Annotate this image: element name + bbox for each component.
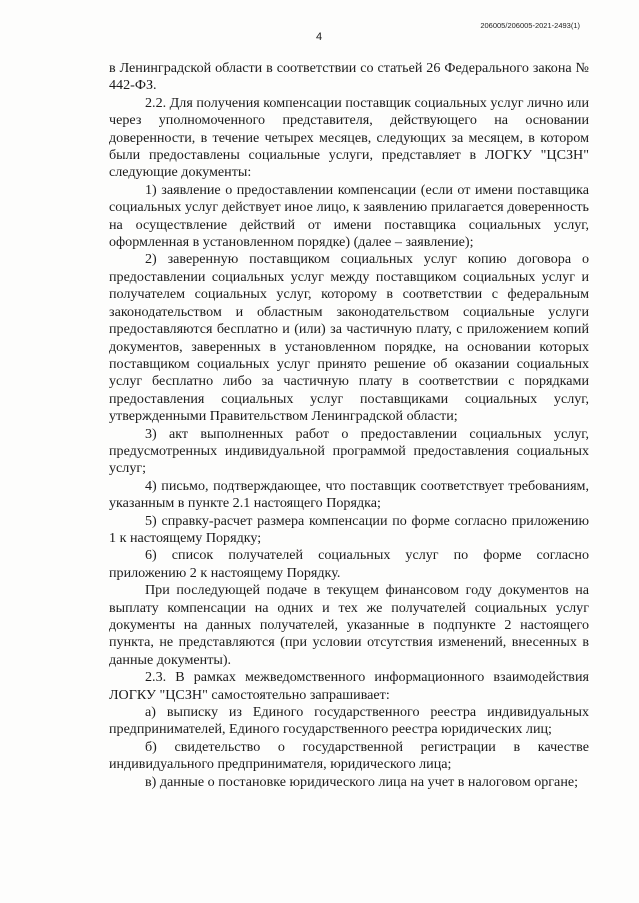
document-id: 206005/206005-2021-2493(1) <box>480 21 580 30</box>
list-item-b-registration-certificate: б) свидетельство о государственной регистрации в качестве индивидуального предпринимателя, юридического лица; <box>109 738 589 773</box>
list-item-5-calculation: 5) справку-расчет размера компенсации по форме согласно приложению 1 к настоящему Порядку; <box>109 512 589 546</box>
paragraph-2-3: 2.3. В рамках межведомственного информационного взаимодействия ЛОГКУ "ЦСЗН" самостоятельно запрашивает: <box>109 669 589 703</box>
list-item-a-registry-extract: а) выписку из Единого государственного реестра индивидуальных предпринимателей, Единого государственного реестра юридических лиц; <box>109 704 589 738</box>
list-item-2-contract-copy: 2) заверенную поставщиком социальных услуг копию договора о предоставлении социальных услуг между поставщиком социальных услуг и получателем социальных услуг, которому в соответствии с федеральным законодательством и областным законодательством социальные услуги предоставляются бесплатно и (или) за частичную плату, с приложением копий документов, заверенных в установленном порядке, на основании которых поставщиком социальных услуг принято решение об оказании социальных услуг бесплатно либо за частичную плату в соответствии с порядками предоставления социальных услуг поставщиками социальных услуг, утвержденными Правительством Ленинградской области; <box>109 251 589 425</box>
paragraph-subsequent-submission: При последующей подаче в текущем финансовом году документов на выплату компенсации на одних и тех же получателей социальных услуг документы на данных получателей, указанные в подпункте 2 настоящего пункта, не представляются (при условии отсутствия изменений, внесенных в данные документы). <box>109 582 589 668</box>
page-number: 4 <box>315 31 323 43</box>
document-body <box>109 60 589 791</box>
list-item-1-application: 1) заявление о предоставлении компенсации (если от имени поставщика социальных услуг действует иное лицо, к заявлению прилагается доверенность на осуществление действий от имени поставщика социальных услуг, оформленная в установленном порядке) (далее – заявление); <box>109 181 589 251</box>
list-item-6-recipients-list: 6) список получателей социальных услуг по форме согласно приложению 2 к настоящему Порядку. <box>109 547 589 581</box>
list-item-3-work-act: 3) акт выполненных работ о предоставлении социальных услуг, предусмотренных индивидуальной программой предоставления социальных услуг; <box>109 425 589 477</box>
list-item-v-tax-registration: в) данные о постановке юридического лица на учет в налоговом органе; <box>145 773 579 790</box>
list-item-4-letter: 4) письмо, подтверждающее, что поставщик соответствует требованиям, указанным в пункте 2.1 настоящего Порядка; <box>109 477 589 512</box>
paragraph-law-reference: в Ленинградской области в соответствии со статьей 26 Федерального закона № 442-ФЗ. <box>109 60 589 94</box>
paragraph-2-2: 2.2. Для получения компенсации поставщик социальных услуг лично или через уполномоченного представителя, действующего на основании доверенности, в течение четырех месяцев, следующих за месяцем, в котором были предоставлены социальные услуги, представляет в ЛОГКУ "ЦСЗН" следующие документы: <box>109 94 589 181</box>
